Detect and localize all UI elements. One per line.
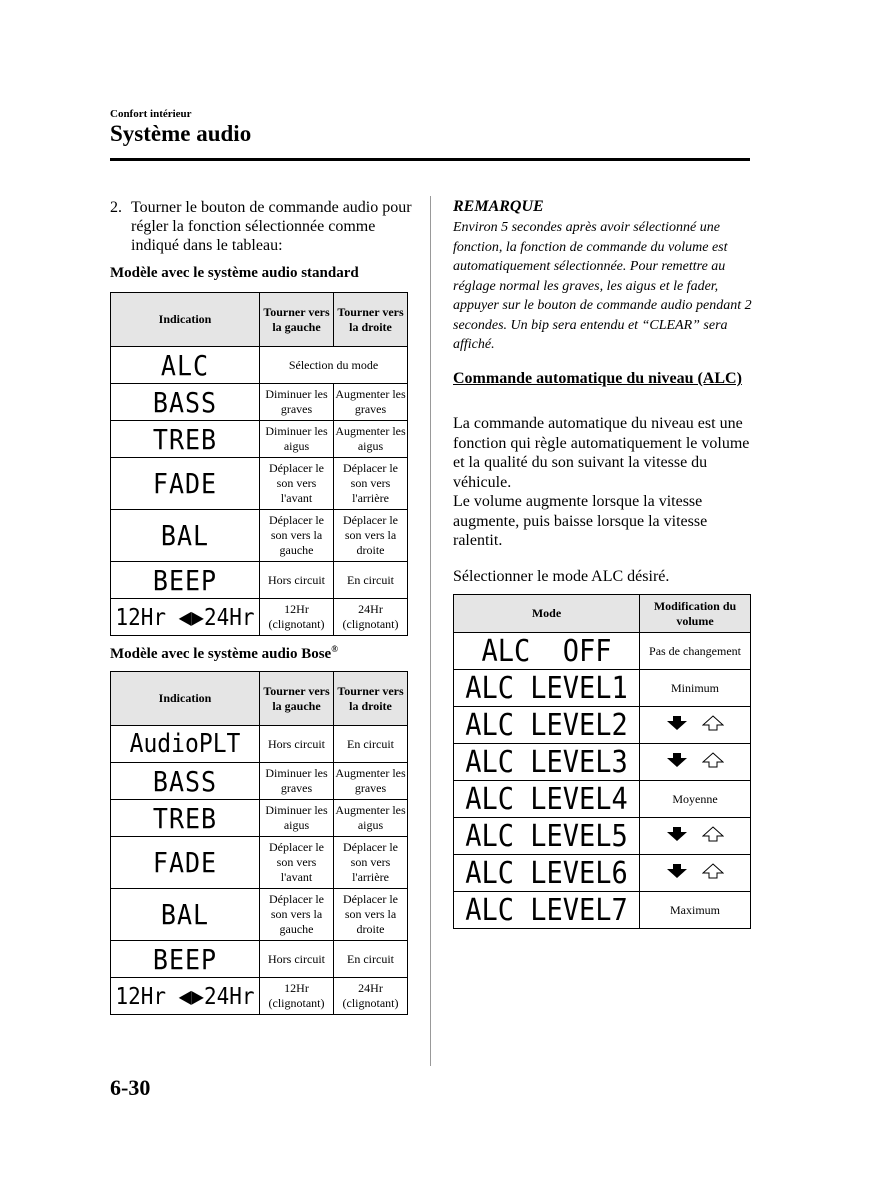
- volume-change: Minimum: [640, 670, 751, 707]
- lcd-text: ALC LEVEL3: [465, 744, 628, 780]
- table-row: [454, 781, 751, 818]
- lcd-text: TREB: [152, 422, 218, 456]
- cell-turn-left: Déplacer le son vers la gauche: [260, 889, 334, 941]
- header-volume-change: Modification du volume: [640, 595, 751, 633]
- header-mode: Mode: [454, 595, 640, 633]
- lcd-text: ALC OFF: [481, 633, 612, 669]
- lcd-indication: [111, 599, 260, 636]
- lcd-text: ALC LEVEL4: [465, 781, 628, 817]
- bose-audio-table: [110, 671, 408, 1015]
- lcd-text: ALC LEVEL2: [465, 707, 628, 743]
- lcd-text: TREB: [152, 801, 218, 835]
- table-row: [454, 633, 751, 670]
- lcd-text: BEEP: [152, 942, 218, 976]
- volume-change: Pas de changement: [640, 633, 751, 670]
- lcd-text: ALC LEVEL6: [465, 855, 628, 891]
- lcd-text: ALC LEVEL1: [465, 670, 628, 706]
- cell-turn-right: En circuit: [334, 562, 408, 599]
- header-turn-right: Tourner vers la droite: [334, 672, 408, 726]
- cell-turn-left: Diminuer les aigus: [260, 800, 334, 837]
- lcd-indication: [454, 892, 640, 929]
- lcd-text: FADE: [152, 467, 218, 500]
- arrow-down-filled-icon: [666, 826, 688, 842]
- cell-turn-right: En circuit: [334, 726, 408, 763]
- alc-description: [453, 414, 753, 551]
- arrow-down-filled-icon: [666, 715, 688, 731]
- lcd-text: FADE: [152, 846, 218, 879]
- table-row: [111, 837, 408, 889]
- volume-change: Maximum: [640, 892, 751, 929]
- table-row: [111, 510, 408, 562]
- table-row: [454, 670, 751, 707]
- table-row: [111, 562, 408, 599]
- lcd-indication: [111, 726, 260, 763]
- lcd-indication: [111, 458, 260, 510]
- lcd-text: ALC: [160, 348, 210, 382]
- cell-turn-right: Déplacer le son vers l'arrière: [334, 458, 408, 510]
- cell-turn-left: Diminuer les graves: [260, 384, 334, 421]
- cell-turn-left: Hors circuit: [260, 726, 334, 763]
- lcd-indication: [111, 837, 260, 889]
- header-turn-left: Tourner vers la gauche: [260, 293, 334, 347]
- lcd-indication: [111, 510, 260, 562]
- standard-audio-table: [110, 292, 408, 636]
- table-row: [454, 744, 751, 781]
- lcd-indication: [111, 562, 260, 599]
- lcd-text: BAL: [160, 898, 210, 931]
- bose-heading-text: Modèle avec le système audio Bose: [110, 646, 332, 662]
- table-row: [111, 941, 408, 978]
- column-divider: [430, 196, 431, 1066]
- standard-table-heading: Modèle avec le système audio standard: [110, 265, 359, 281]
- table-row: [111, 800, 408, 837]
- page-title: Système audio: [110, 121, 252, 146]
- volume-arrows: [666, 752, 724, 768]
- cell-turn-right: Augmenter les graves: [334, 384, 408, 421]
- cell-turn-left: Hors circuit: [260, 562, 334, 599]
- table-row: [111, 978, 408, 1015]
- lcd-indication: [111, 347, 260, 384]
- title-rule: [110, 158, 750, 161]
- table-row: [454, 707, 751, 744]
- lcd-indication: [454, 707, 640, 744]
- table-row: [111, 421, 408, 458]
- cell-turn-right: Déplacer le son vers l'arrière: [334, 837, 408, 889]
- lcd-indication: [454, 670, 640, 707]
- lcd-text: BASS: [152, 385, 218, 419]
- cell-turn-left: Diminuer les aigus: [260, 421, 334, 458]
- alc-heading: Commande automatique du niveau (ALC): [453, 370, 742, 387]
- cell-turn-left: Sélection du mode: [260, 347, 408, 384]
- lcd-text: ALC LEVEL5: [465, 818, 628, 854]
- alc-mode-table: [453, 594, 751, 929]
- lcd-indication: [454, 633, 640, 670]
- volume-change: [640, 855, 751, 892]
- lcd-indication: [111, 763, 260, 800]
- alc-paragraph-2: Le volume augmente lorsque la vitesse augmente, puis baisse lorsque la vitesse ralentit.: [453, 493, 708, 549]
- lcd-text: BAL: [160, 519, 210, 552]
- bose-table-heading: [110, 644, 338, 663]
- arrow-up-outline-icon: [702, 752, 724, 768]
- lcd-text: AudioPLT: [129, 728, 241, 758]
- cell-turn-left: Diminuer les graves: [260, 763, 334, 800]
- table-row: [111, 726, 408, 763]
- cell-turn-left: Déplacer le son vers la gauche: [260, 510, 334, 562]
- lcd-text: BASS: [152, 764, 218, 798]
- lcd-indication: [454, 744, 640, 781]
- volume-change: [640, 707, 751, 744]
- table-row: [111, 384, 408, 421]
- cell-turn-left: Hors circuit: [260, 941, 334, 978]
- cell-turn-left: Déplacer le son vers l'avant: [260, 458, 334, 510]
- volume-arrows: [666, 715, 724, 731]
- step-text: Tourner le bouton de commande audio pour régler la fonction sélectionnée comme indiqué dans le tableau:: [131, 199, 412, 254]
- lcd-indication: [111, 889, 260, 941]
- remark-title: REMARQUE: [453, 198, 544, 215]
- table-row: [454, 818, 751, 855]
- table-row: [111, 347, 408, 384]
- lcd-indication: [111, 421, 260, 458]
- table-row: [111, 458, 408, 510]
- alc-paragraph-1: La commande automatique du niveau est une fonction qui règle automatiquement le volume et la qualité du son suivant la vitesse du véhicule.: [453, 415, 750, 491]
- cell-turn-left: 12Hr (clignotant): [260, 599, 334, 636]
- cell-turn-right: 24Hr (clignotant): [334, 978, 408, 1015]
- cell-turn-right: Augmenter les aigus: [334, 800, 408, 837]
- lcd-text: 12Hr ◀▶24Hr: [115, 603, 255, 630]
- table-header-row: [111, 293, 408, 347]
- cell-turn-right: Augmenter les aigus: [334, 421, 408, 458]
- arrow-down-filled-icon: [666, 752, 688, 768]
- lcd-indication: [111, 384, 260, 421]
- lcd-indication: [454, 781, 640, 818]
- table-header-row: [111, 672, 408, 726]
- volume-change: [640, 744, 751, 781]
- alc-select-text: Sélectionner le mode ALC désiré.: [453, 568, 670, 585]
- step-2: [110, 198, 415, 255]
- header-turn-left: Tourner vers la gauche: [260, 672, 334, 726]
- header-indication: Indication: [111, 293, 260, 347]
- cell-turn-left: 12Hr (clignotant): [260, 978, 334, 1015]
- cell-turn-left: Déplacer le son vers l'avant: [260, 837, 334, 889]
- arrow-down-filled-icon: [666, 863, 688, 879]
- arrow-up-outline-icon: [702, 715, 724, 731]
- header-turn-right: Tourner vers la droite: [334, 293, 408, 347]
- lcd-indication: [454, 818, 640, 855]
- cell-turn-right: 24Hr (clignotant): [334, 599, 408, 636]
- table-row: [454, 892, 751, 929]
- lcd-text: ALC LEVEL7: [465, 892, 628, 928]
- lcd-text: BEEP: [152, 563, 218, 597]
- cell-turn-right: Déplacer le son vers la droite: [334, 510, 408, 562]
- section-label: Confort intérieur: [110, 108, 192, 120]
- lcd-indication: [454, 855, 640, 892]
- table-row: [111, 599, 408, 636]
- lcd-indication: [111, 941, 260, 978]
- cell-turn-right: Augmenter les graves: [334, 763, 408, 800]
- page-number: 6-30: [110, 1075, 151, 1100]
- volume-change: [640, 818, 751, 855]
- lcd-text: 12Hr ◀▶24Hr: [115, 982, 255, 1009]
- cell-turn-right: En circuit: [334, 941, 408, 978]
- table-row: [111, 763, 408, 800]
- table-header-row: [454, 595, 751, 633]
- volume-arrows: [666, 863, 724, 879]
- lcd-indication: [111, 978, 260, 1015]
- table-row: [111, 889, 408, 941]
- step-number: 2.: [110, 199, 122, 216]
- lcd-indication: [111, 800, 260, 837]
- arrow-up-outline-icon: [702, 863, 724, 879]
- volume-change: Moyenne: [640, 781, 751, 818]
- table-row: [454, 855, 751, 892]
- arrow-up-outline-icon: [702, 826, 724, 842]
- header-indication: Indication: [111, 672, 260, 726]
- remark-text: Environ 5 secondes après avoir sélectionné une fonction, la fonction de commande du volume est automatiquement sélectionnée. Pour remettre au réglage normal les graves, les aigus et le fader, appuyer sur le bouton de commande audio pendant 2 secondes. Un bip sera entendu et “CLEAR” sera affiché.: [453, 220, 752, 352]
- volume-arrows: [666, 826, 724, 842]
- cell-turn-right: Déplacer le son vers la droite: [334, 889, 408, 941]
- registered-mark: ®: [331, 644, 338, 654]
